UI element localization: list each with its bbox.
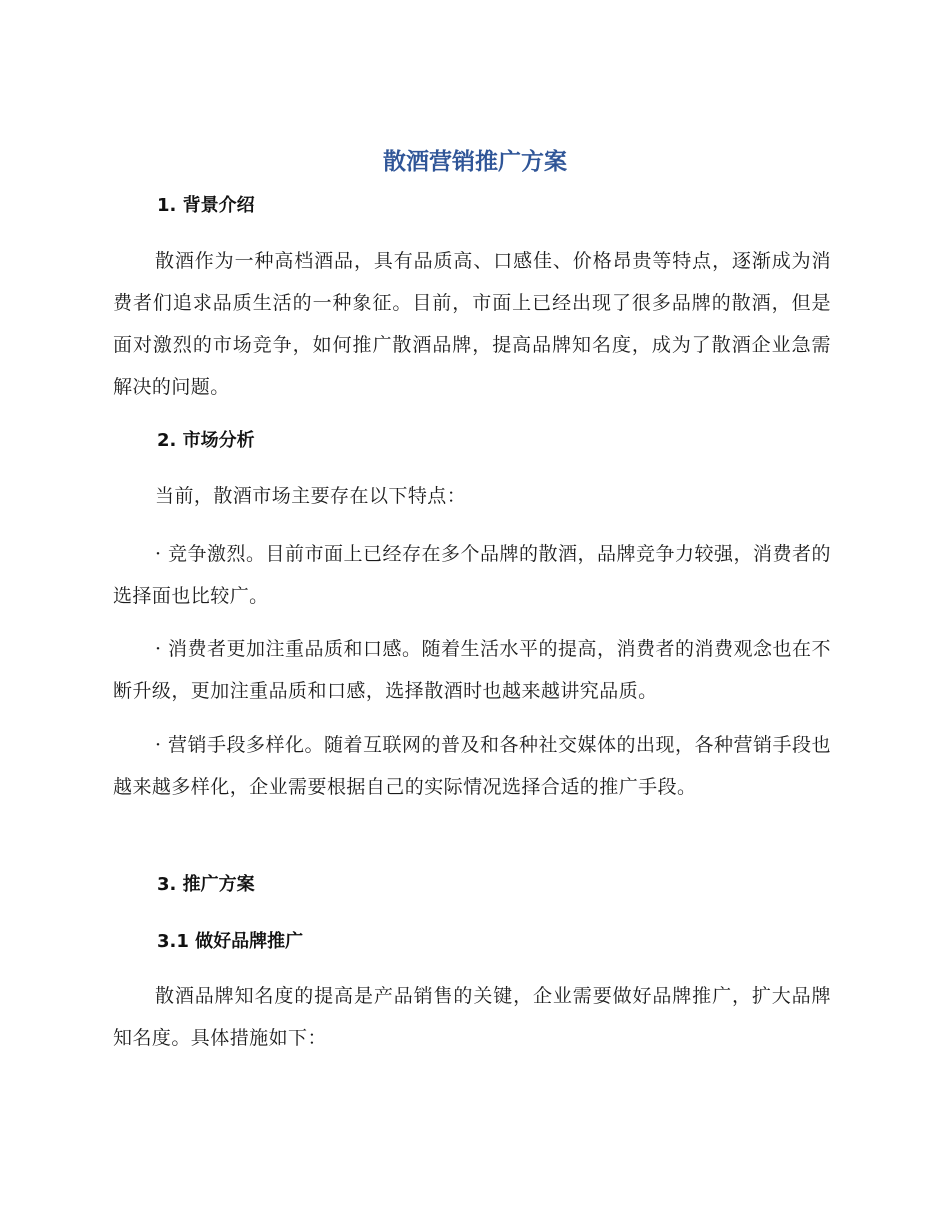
subsection-heading-brand-promotion: 3.1 做好品牌推广: [157, 931, 304, 952]
document-title: 散酒营销推广方案: [383, 149, 567, 175]
section-heading-background: 1. 背景介绍: [157, 195, 255, 216]
section-heading-market-analysis: 2. 市场分析: [157, 430, 255, 451]
paragraph-market-point-competition: · 竞争激烈。目前市面上已经存在多个品牌的散酒，品牌竞争力较强，消费者的选择面也比较广。: [113, 543, 831, 607]
paragraph-market-intro: 当前，散酒市场主要存在以下特点：: [155, 485, 467, 507]
paragraph-brand-promotion: 散酒品牌知名度的提高是产品销售的关键，企业需要做好品牌推广，扩大品牌知名度。具体措施如下：: [113, 985, 831, 1049]
paragraph-background: 散酒作为一种高档酒品，具有品质高、口感佳、价格昂贵等特点，逐渐成为消费者们追求品质生活的一种象征。目前，市面上已经出现了很多品牌的散酒，但是面对激烈的市场竞争，如何推广散酒品牌，提高品牌知名度，成为了散酒企业急需解决的问题。: [113, 250, 831, 398]
paragraph-market-point-quality: · 消费者更加注重品质和口感。随着生活水平的提高，消费者的消费观念也在不断升级，更加注重品质和口感，选择散酒时也越来越讲究品质。: [113, 638, 831, 702]
paragraph-market-point-marketing: · 营销手段多样化。随着互联网的普及和各种社交媒体的出现，各种营销手段也越来越多样化，企业需要根据自己的实际情况选择合适的推广手段。: [113, 734, 831, 798]
section-heading-promotion-plan: 3. 推广方案: [157, 874, 255, 895]
